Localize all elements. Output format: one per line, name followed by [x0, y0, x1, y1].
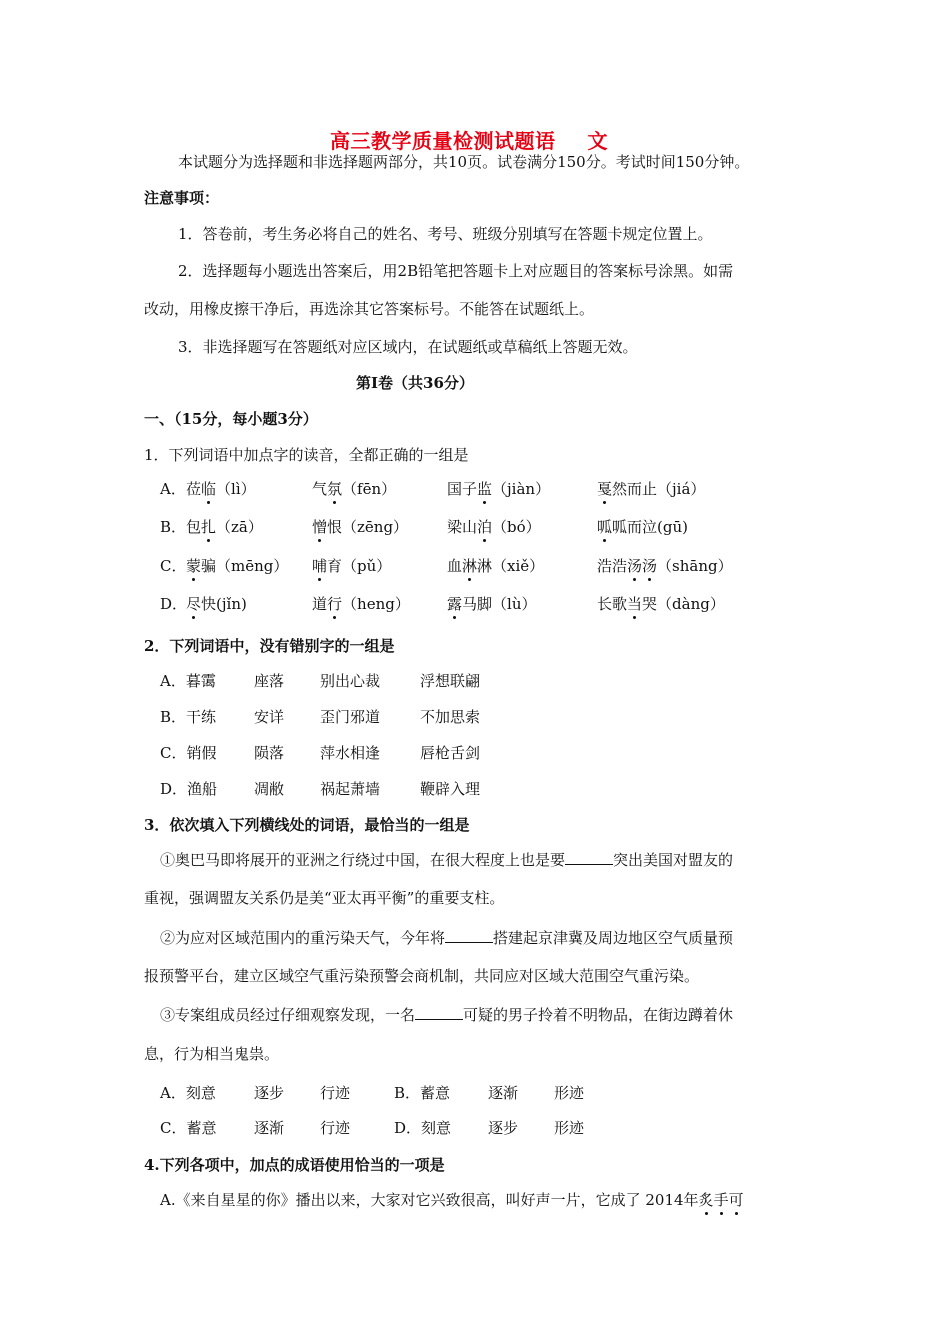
fill-blank: [445, 928, 493, 943]
dotted-char: 当: [627, 595, 643, 613]
q3-sentence-2-line-2: 报预警平台，建立区域空气重污染预警会商机制，共同应对区域大范围空气重污染。: [144, 967, 700, 985]
q1-stem: 1．下列词语中加点字的读音，全都正确的一组是: [144, 446, 469, 464]
q2-option-b-3: 歪门邪道: [320, 708, 381, 726]
dotted-char: 手: [713, 1191, 729, 1209]
dotted-char: 行: [327, 595, 343, 613]
q2-stem: 2．下列词语中，没有错别字的一组是: [144, 637, 395, 655]
q2-option-d-1: D．渔船: [160, 780, 218, 798]
q1-option-c-word-4: 浩浩汤汤（shāng）: [597, 557, 733, 575]
q3-option-c-2: 逐渐: [254, 1119, 285, 1137]
dotted-char: 淋: [462, 557, 478, 575]
title-main: 高三教学质量检测试题语: [330, 129, 556, 153]
q4-option-a: A.《来自星星的你》播出以来，大家对它兴致很高，叫好声一片，它成了 2014年炙手可: [160, 1191, 744, 1209]
q1-option-c-word-2: 哺育（pǔ）: [312, 557, 392, 575]
exam-intro: 本试题分为选择题和非选择题两部分，共10页。试卷满分150分。考试时间150分钟。: [178, 153, 750, 171]
note-item-1: 1．答卷前，考生务必将自己的姓名、考号、班级分别填写在答题卡规定位置上。: [178, 225, 713, 243]
dotted-char: 哺: [312, 557, 328, 575]
q3-option-d-3: 形迹: [554, 1119, 585, 1137]
dotted-char: 汤: [642, 557, 658, 575]
dotted-char: 汤: [627, 557, 643, 575]
dotted-char: 憎: [312, 518, 328, 536]
q2-option-a-3: 别出心裁: [320, 672, 381, 690]
q1-option-b-word-2: 憎恨（zēng）: [312, 518, 409, 536]
note-item-3: 3．非选择题写在答题纸对应区域内，在试题纸或草稿纸上答题无效。: [178, 338, 638, 356]
q2-option-c-3: 萍水相逢: [320, 744, 381, 762]
q3-option-a-3: 行迹: [320, 1084, 351, 1102]
q2-option-d-4: 鞭辟入理: [420, 780, 481, 798]
q3-option-d-2: 逐步: [488, 1119, 519, 1137]
q2-option-c-1: C．销假: [160, 744, 217, 762]
q1-option-a-label: A．: [160, 480, 186, 498]
fill-blank: [415, 1005, 463, 1020]
section1-heading: 一、（15分，每小题3分）: [144, 410, 318, 428]
q2-option-a-1: A．暮霭: [160, 672, 216, 690]
dotted-char: 氛: [327, 480, 343, 498]
q3-sentence-3-line-2: 息，行为相当鬼祟。: [144, 1045, 280, 1063]
note-item-2-line-2: 改动，用橡皮擦干净后，再选涂其它答案标号。不能答在试题纸上。: [144, 300, 595, 318]
dotted-idiom: [699, 1191, 744, 1209]
dotted-char: [699, 1191, 744, 1209]
q1-option-c-word-3: 血淋淋（xiě）: [447, 557, 545, 575]
part1-heading: 第Ⅰ卷（共36分）: [356, 374, 474, 392]
q1-option-d-word-3: 露马脚（lù）: [447, 595, 537, 613]
dotted-char: 炙: [698, 1191, 714, 1209]
q2-option-a-4: 浮想联翩: [420, 672, 481, 690]
dotted-char: 尽: [186, 595, 202, 613]
q1-option-d-label: D．: [160, 595, 188, 613]
q1-option-d-word-1: 尽快(jǐn): [186, 595, 247, 613]
q1-option-d-word-2: 道行（heng）: [312, 595, 410, 613]
q1-option-b-label: B．: [160, 518, 187, 536]
q1-option-b-word-3: 梁山泊（bó）: [447, 518, 541, 536]
q2-option-d-2: 凋敝: [254, 780, 285, 798]
note-item-2-line-1: 2．选择题每小题选出答案后，用2B铅笔把答题卡上对应题目的答案标号涂黑。如需: [178, 262, 734, 280]
q3-sentence-1-line-1: ①奥巴马即将展开的亚洲之行绕过中国，在很大程度上也是要 突出美国对盟友的: [160, 851, 734, 869]
dotted-char: 蒙: [186, 557, 202, 575]
dotted-char: 临: [201, 480, 217, 498]
dotted-char: 泊: [477, 518, 493, 536]
page-title: [330, 128, 608, 154]
q2-option-a-2: 座落: [254, 672, 285, 690]
dotted-char: 扎: [201, 518, 217, 536]
q1-option-a-word-3: 国子监（jiàn）: [447, 480, 551, 498]
q2-option-b-4: 不加思索: [420, 708, 481, 726]
q3-sentence-3-line-1: ③专案组成员经过仔细观察发现，一名 可疑的男子拎着不明物品，在街边蹲着休: [160, 1006, 734, 1024]
dotted-char: 露: [447, 595, 463, 613]
q3-sentence-1-line-2: 重视，强调盟友关系仍是美“亚太再平衡”的重要支柱。: [144, 889, 505, 907]
q1-option-d-word-4: 长歌当哭（dàng）: [597, 595, 725, 613]
q1-option-b-word-1: 包扎（zā）: [186, 518, 263, 536]
dotted-char: [627, 557, 657, 575]
dotted-char: 监: [477, 480, 493, 498]
q1-option-c-label: C．: [160, 557, 187, 575]
q4-stem: 4.下列各项中，加点的成语使用恰当的一项是: [144, 1156, 445, 1174]
dotted-char: 戛: [597, 480, 613, 498]
dotted-char: 可: [728, 1191, 744, 1209]
q1-option-a-word-4: 戛然而止（jiá）: [597, 480, 706, 498]
q2-option-d-3: 祸起萧墙: [320, 780, 381, 798]
q2-option-b-2: 安详: [254, 708, 285, 726]
q1-option-b-word-4: 呱呱而泣(gū): [597, 518, 688, 536]
q3-option-a-1: A．刻意: [160, 1084, 216, 1102]
q2-option-c-4: 唇枪舌剑: [420, 744, 481, 762]
q3-option-a-2: 逐步: [254, 1084, 285, 1102]
q3-option-c-3: 行迹: [320, 1119, 351, 1137]
fill-blank: [565, 850, 613, 865]
q3-sentence-2-line-1: ②为应对区域范围内的重污染天气，今年将 搭建起京津冀及周边地区空气质量预: [160, 929, 734, 947]
q2-option-c-2: 陨落: [254, 744, 285, 762]
q3-option-c-1: C．蓄意: [160, 1119, 217, 1137]
q1-option-a-word-1: 莅临（lì）: [186, 480, 256, 498]
q3-option-d-1: D．刻意: [394, 1119, 452, 1137]
dotted-char: 呱: [597, 518, 613, 536]
q1-option-c-word-1: 蒙骗（mēng）: [186, 557, 289, 575]
q3-option-b-3: 形迹: [554, 1084, 585, 1102]
notes-heading: 注意事项：: [144, 189, 220, 207]
q3-option-b-2: 逐渐: [488, 1084, 519, 1102]
q2-option-b-1: B．干练: [160, 708, 217, 726]
q1-option-a-word-2: 气氛（fēn）: [312, 480, 397, 498]
title-tail: 文: [587, 129, 608, 153]
q3-stem: 3．依次填入下列横线处的词语，最恰当的一组是: [144, 816, 470, 834]
q3-option-b-1: B．蓄意: [394, 1084, 451, 1102]
